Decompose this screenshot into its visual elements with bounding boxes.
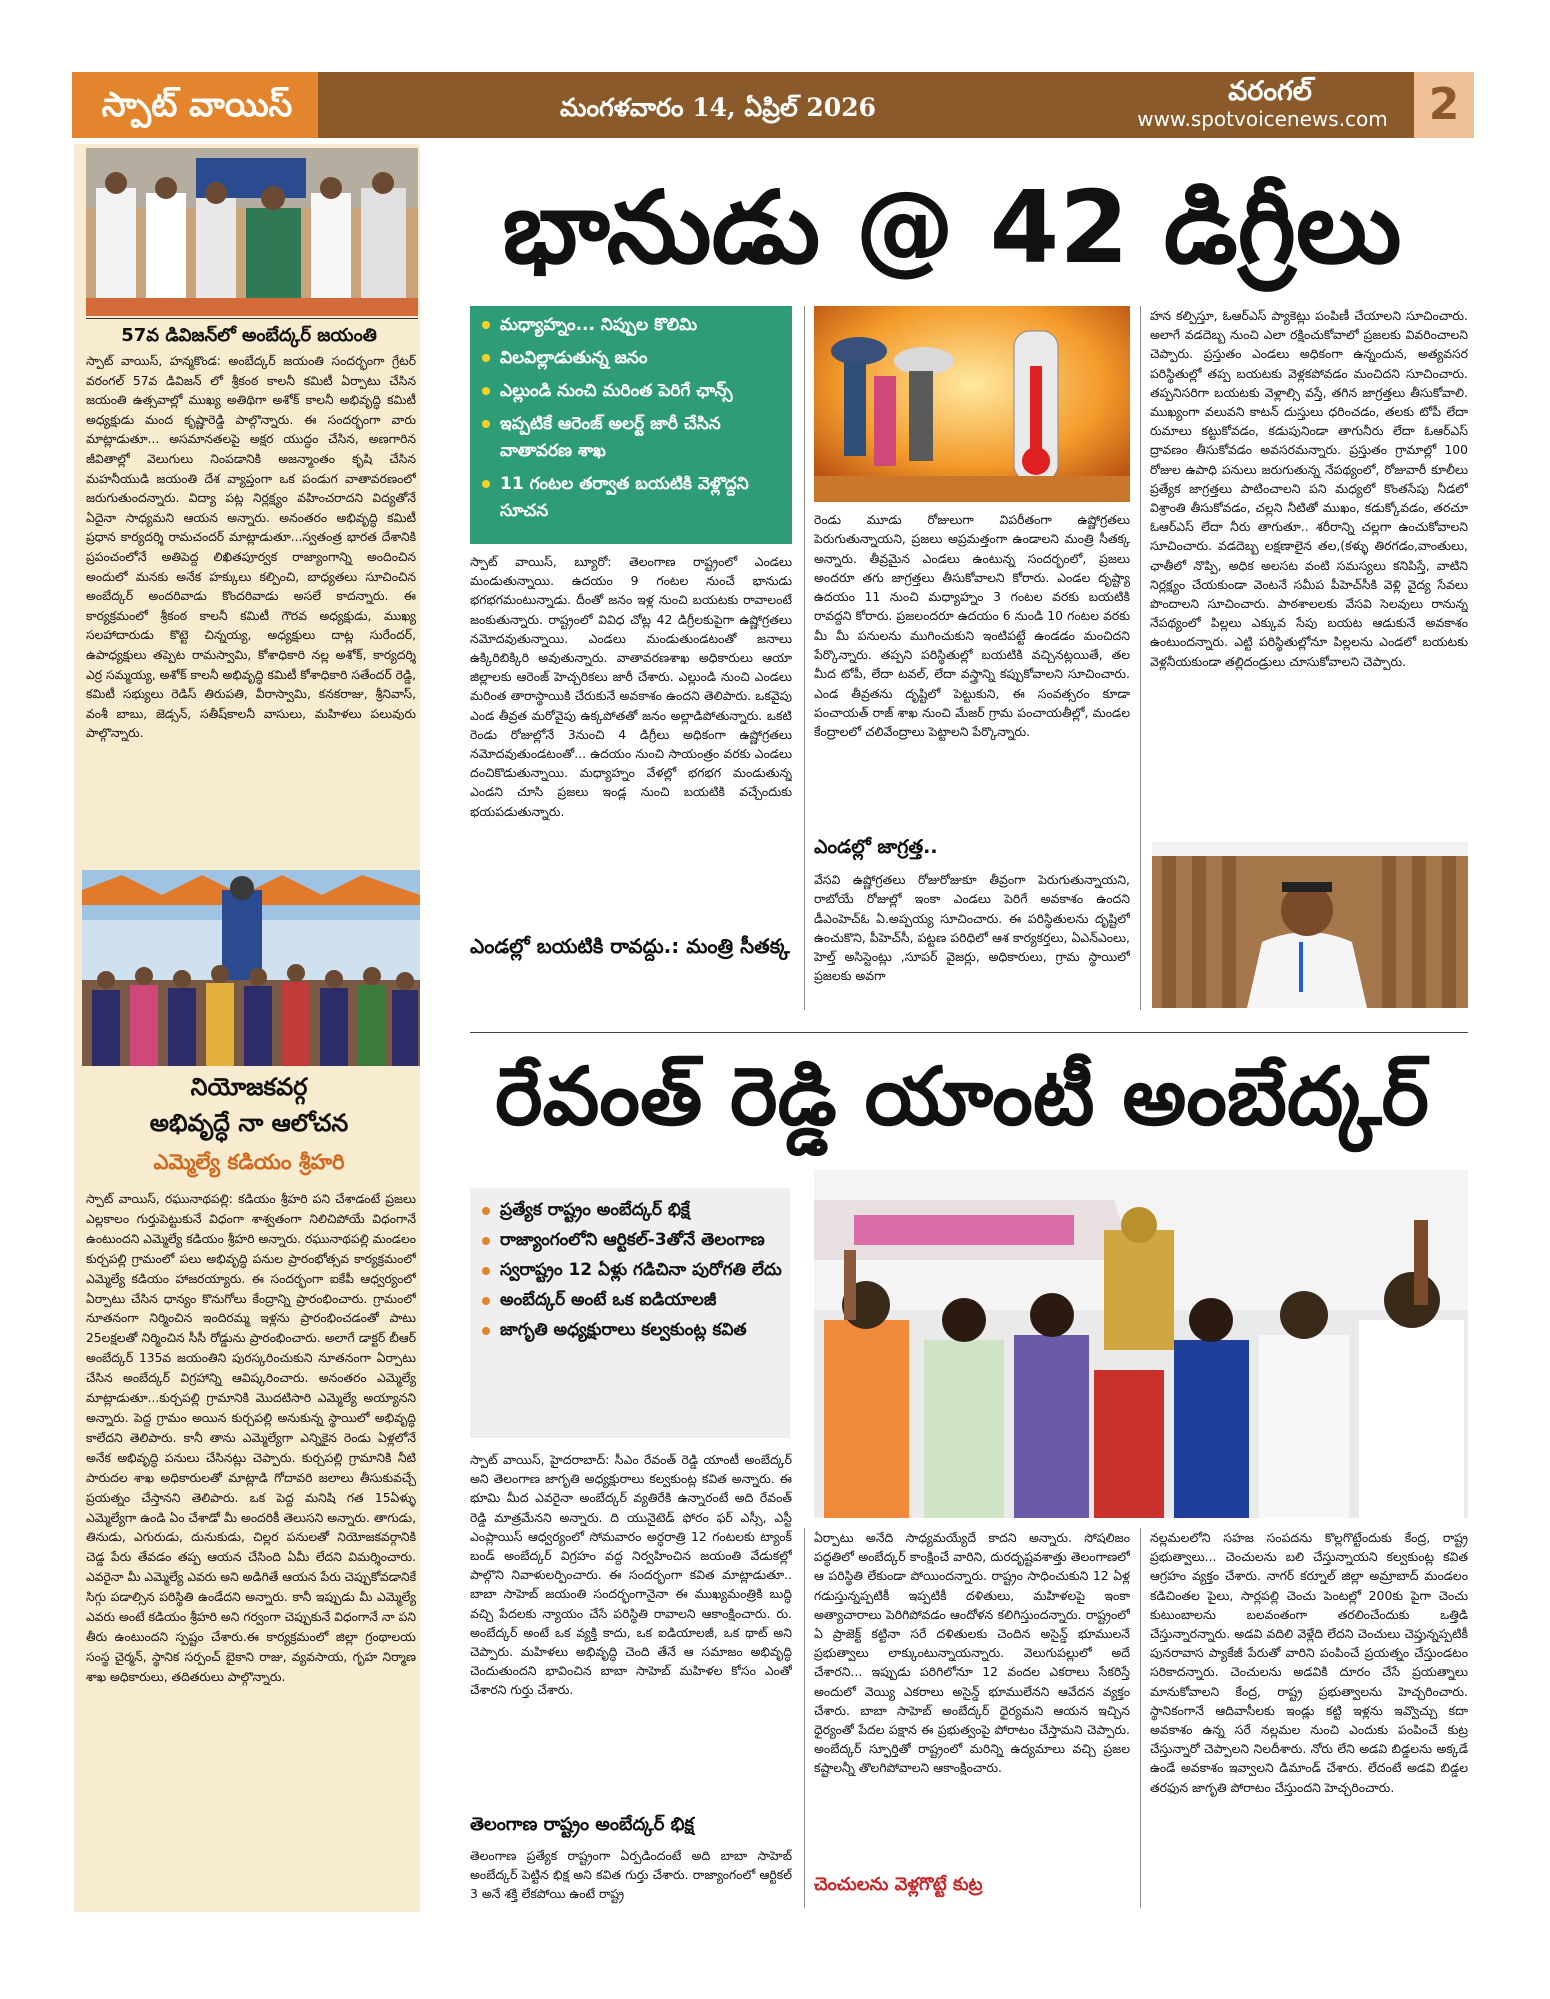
lead-headline: భానుడు @ 42 డిగ్రీలు — [502, 169, 1402, 286]
crowd-photo-icon — [82, 870, 420, 1066]
story-body: స్పాట్ వాయిస్, బ్యూరో: తెలంగాణ రాష్ట్రంలో ఎండలు మండుతున్నాయి. ఉదయం 9 గంటల నుంచే భానుడు భగభగమంటున్నాడు. దీంతో జనం ఇళ్ల నుంచి బయటకు రావాలంటే జంకుతున్నారు. రాష్ట్రంలో వివిధ చోట్ల 42 డిగ్రీలకుపైగా ఉష్ణోగ్రతలు నమోదవుతున్నాయి. ఎండలు మండుతుండటంతో జనాలు ఉక్కిరిబిక్కిరి అవుతున్నారు. వాతావరణశాఖ అధికారులు ఆయా జిల్లాలకు ఆరెంజ్ హెచ్చరికలు జారీ చేశారు. ఎల్లుండి నుంచి ఎండలు మరింత తారాస్థాయికి చేరుకునే అవకాశం ఉందని తెలిపారు. ఒకవైపు ఎండ తీవ్రత మరోవైపు ఉక్కపోతతో జనం అల్లాడిపోతున్నారు. ఒకటి రెండు రోజుల్లోనే 3నుంచి 4 డిగ్రీలు అధికంగా ఉష్ణోగ్రతలు నమోదవుతుండటంతో... ఉదయం నుంచి సాయంత్రం వరకు ఎండలు దంచికొడుతున్నాయి. మధ్యాహ్నం వేళల్లో భగభగ మండుతున్న ఎండని చూసి ప్రజలు ఇండ్ల నుంచి బయటికి వచ్చేందుకు భయపడుతున్నారు. — [470, 554, 792, 819]
divider — [804, 1528, 805, 1908]
story-byline: ఎమ్మెల్యే కడియం శ్రీహరి — [153, 1150, 345, 1174]
issue-date: మంగళవారం 14, ఏప్రిల్ 2026 — [560, 93, 876, 122]
highlight-item: రాజ్యాంగంలోని ఆర్టికల్-3తోనే తెలంగాణ — [478, 1228, 782, 1252]
heat-thermometer-photo-icon — [814, 306, 1130, 502]
page-number: 2 — [1414, 72, 1474, 138]
group-photo-icon — [86, 148, 418, 316]
story-body: వేసవి ఉష్ణోగ్రతలు రోజురోజుకూ తీవ్రంగా పెరుగుతున్నాయని, రాబోయే రోజుల్లో ఇంకా ఎండలు పెరిగే అవకాశం ఉందని డీఎంహెచ్ఓ ఏ.అప్పయ్య సూచించారు. ఈ పరిస్థితులను దృష్టిలో ఉంచుకొని, పీహెచ్‌సీ, పట్టణ పరిధిలో ఆశ కార్యకర్తలు, ఏఎన్ఎంలు, హెల్త్ అసిస్టెంట్లు ,సూపర్ వైజర్లు, అధికారులు, గ్రామ స్థాయిలో ప్రజలకు అవగా — [814, 872, 1130, 984]
story-subhead: తెలంగాణ రాష్ట్రం అంబేద్కర్ భిక్ష — [470, 1814, 694, 1835]
story-heading-line2: అభివృద్ధే నా ఆలోచన — [149, 1109, 349, 1137]
highlight-item: మధ్యాహ్నం... నిప్పుల కొలిమి — [478, 312, 784, 339]
official-portrait-photo-icon — [1152, 842, 1468, 1008]
highlight-item: ఇప్పటికే ఆరెంజ్ అలర్ట్ జారీ చేసిన వాతావరణ శాఖ — [478, 411, 784, 465]
story-body: స్పాట్ వాయిస్, హైదరాబాద్: సీఎం రేవంత్ రెడ్డి యాంటీ అంబేద్కర్ అని తెలంగాణ జాగృతి అధ్యక్షురాలు కల్వకుంట్ల కవిత అన్నారు. ఈ భూమి మీద ఎవరైనా అంబేద్కర్ వ్యతిరేకి ఉన్నారంటే అది రేవంత్ రెడ్డి మాత్రమేనని అన్నారు. ది యునైటెడ్ ఫోరం ఫర్ ఎస్సీ, ఎస్టీ ఎంప్లాయిస్ ఆధ్వర్యంలో సోమవారం అర్ధరాత్రి 12 గంటలకు ట్యాంక్ బండ్ అంబేద్కర్ విగ్రహం వద్ద నిర్వహించిన జయంతి వేడుకల్లో పాల్గొని నివాళులర్పించారు. ఈ సందర్భంగా కవిత మాట్లాడుతూ.. బాబా సాహెబ్ జయంతి సందర్భంగానైనా ఈ ముఖ్యమంత్రికి బుద్ధి వచ్చి పేదలకు న్యాయం చేసే పరిస్థితి రావాలని ఆకాంక్షించారు. రు. అంబేద్కర్ అంటే ఒక వ్యక్తి కాదు, ఒక ఐడియాలజీ, ఒక థాట్ అని చెప్పారు. మహిళలు అభివృద్ధి చెంది తేనే ఆ సమాజం అభివృద్ధి చెందుతుందని భావించిన బాబా సాహెబ్ మహిళల కోసం ఎంతో చేశారని గుర్తు చేశారు. — [470, 1452, 792, 1698]
story-body: ఏర్పాటు అనేది సాధ్యమయ్యేదే కాదని అన్నారు. సోషలిజం పద్ధతిలో అంబేద్కర్ కాంక్షించే వారిని, దురదృష్టవశాత్తు తెలంగాణలో ఆ పరిస్థితి లేకుండా పోయిందన్నారు. రాష్ట్రం సాధించుకుని 12 ఏళ్ల గడుస్తున్నప్పటికీ ఇప్పటికీ దళితులు, మహిళలపై ఇంకా అత్యాచారాలు పెరిగిపోవడం ఆందోళన కలిగిస్తుందన్నారు. రాష్ట్రంలో ఏ ప్రాజెక్ట్ కట్టినా సరే దళితులకు చెందిన అసైన్డ్ భూములనే ప్రభుత్వాలు లాక్కుంటున్నాయన్నారు. వెలుగుపల్లులో అదే చేశారని... ఇప్పుడు పరిగిలోనూ 12 వందల ఎకరాలు సేకరిస్తే అందులో వెయ్యి ఎకరాలు అసైన్డ్ భూములేనని ఆవేదన వ్యక్తం చేశారు. బాబా సాహెబ్ అంబేద్కర్ ధైర్యమని ఆయన ఇచ్చిన ధైర్యంతో పేదల పక్షాన ఈ ప్రభుత్వంపై పోరాటం చేస్తామని చెప్పారు. అంబేద్కర్ స్ఫూర్తితో రాష్ట్రంలో మరిన్ని ఉద్యమాలు వచ్చి ప్రజల కష్టాలన్నీ తొలగిపోవాలని ఆకాంక్షించారు. — [814, 1530, 1130, 1776]
divider — [804, 306, 805, 1010]
highlight-item: విలవిల్లాడుతున్న జనం — [478, 345, 784, 372]
story-body: హన కల్పిస్తూ, ఓఆర్ఎస్ ప్యాకెట్లు పంపిణీ చేయాలని సూచించారు. అలాగే వడదెబ్బ నుంచి ఎలా రక్షించుకోవాలో ప్రజలకు వివరించాలని చెప్పారు. ప్రస్తుతం ఎండలు అధికంగా ఉన్నందున, అత్యవసర పరిస్థితుల్లో తప్ప బయటకు వెళ్లకపోవడం మంచిదని సూచించారు. తప్పనిసరిగా బయటకు వెళ్లాల్సి వస్తే, తగిన జాగ్రత్తలు తీసుకోవాలి. ముఖ్యంగా వలువని కాటన్ దుస్తులు ధరించడం, తలకు టోపీ లేదా రుమాలు కట్టుకోవడం, కడుపునిండా తాగునీరు లేదా ఓఆర్ఎస్ ద్రావణం తీసుకోవడం అవసరమన్నారు. ప్రస్తుతం గ్రామాల్లో 100 రోజుల ఉపాధి పనులు జరుగుతున్న నేపథ్యంలో, రోజువారీ కూలీలు ప్రత్యేక జాగ్రత్తలు పాటించాలని పని మధ్యలో కొంతసేపు నీడలో విశ్రాంతి తీసుకోవడం, చల్లని నీటితో ముఖం, కడుక్కోవడం, తరచూ ఓఆర్ఎస్ లేదా నీరు తాగుతూ.. శరీరాన్ని చల్లగా ఉంచుకోవాలని సూచించారు. వడదెబ్బ లక్షణాలైన తల,(కళ్ళు తిరగడం,వాంతులు, ఛాతీలో నొప్పి, అధిక అలసట వంటి సమస్యలు కనిపిస్తే, వాటిని నిర్లక్ష్యం చేయకుండా వెంటనే సమీప పీహెచ్‌సీకి వెళ్లి వైద్య సేవలు పొందాలని సూచించారు. పాఠశాలలకు వేసవి సెలవులు రానున్న నేపథ్యంలో పిల్లలు ఎక్కువ సేపు బయట ఆడుకునే అవకాశం ఉంటుందన్నారు. ఎట్టి పరిస్థితుల్లోనూ పిల్లలను ఎండలో బయటకు వెళ్లనీయకుండా తల్లిదండ్రులు చూసుకోవాలని చెప్పారు. — [1150, 308, 1468, 669]
story-heading: 57వ డివిజన్‌లో అంబేద్కర్ జయంతి — [121, 325, 377, 346]
highlight-item: ప్రత్యేక రాష్ట్రం అంబేద్కర్ భిక్షే — [478, 1198, 782, 1222]
story-body: తెలంగాణ ప్రత్యేక రాష్ట్రంగా ఏర్పడిందంటే అది బాబా సాహెబ్ అంబేద్కర్ పెట్టిన భిక్ష అని కవిత గుర్తు చేశారు. రాజ్యాంగంలో ఆర్టికల్ 3 అనే శక్తి లేకపోయి ఉంటే రాష్ట్ర — [470, 1848, 792, 1902]
story-body: స్పాట్ వాయిస్, హన్మకొండ: అంబేద్కర్ జయంతి సందర్భంగా గ్రేటర్ వరంగల్ 57వ డివిజన్ లో శ్రీకంఠ కాలనీ కమిటీ ఏర్పాటు చేసిన జయంతి ఉత్సవాల్లో ముఖ్య అతిథిగా అశోక్ కాలనీ అభివృద్ధి కమిటీ అధ్యక్షుడు మంద కృష్ణారెడ్డి పాల్గొన్నారు. ఈ సందర్భంగా వారు మాట్లాడుతూ... అసమానతలపై అక్షర యుద్ధం చేసిన, అణగారిన జీవితాల్లో వెలుగులు నింపడానికి అజన్మాంతం కృషి చేసిన మహనీయుడి జయంతి దేశ వ్యాప్తంగా ఒక పండుగ వాతావరణంలో జరుగుతుందన్నారు. విద్యా పట్ల నిర్లక్ష్యం వహించరాదని విద్యతోనే ఏదైనా సాధ్యమని ఆయన అన్నారు. అనంతరం అభివృద్ధి కమిటీ ప్రధాన కార్యదర్శి రామచందర్ మాట్లాడుతూ...స్వతంత్ర భారత దేశానికి ప్రపంచంలోనే అతిపెద్ద లిఖితపూర్వక రాజ్యాంగాన్ని అందించిన అందులో మనకు అనేక హక్కులు కల్పించి, బాధ్యతలు సూచించిన అంబేద్కర్ అందరివాడు కొందరివాడు అసలే కాదన్నారు. ఈ కార్యక్రమంలో శ్రీకంఠ కాలనీ కమిటీ గౌరవ అధ్యక్షుడు, ముఖ్య సలహాదారుడు కొట్టె చిన్నయ్య, అధ్యక్షులు దాట్ల సురేందర్, ఉపాధ్యక్షులు తప్పెట రామస్వామి, కోశాధికారి నల్ల అశోక్, కార్యదర్శి ఎర్ర సమ్మయ్య, అశోక్ కాలనీ అభివృద్ధి కమిటీ కోశాధికారి సతేందర్ రెడ్డి, కమిటీ సభ్యులు రెడిస్ తిరుపతి, వీరాస్వామి, కనకరాజు, శ్రీనివాస్, వంశీ బాబు, జెడ్సన్, సతీష్‌కాలనీ వాసులు, మహిళలు పలువురు పాల్గొన్నారు. — [86, 354, 416, 741]
highlights-box — [470, 1188, 790, 1438]
story-body: స్పాట్ వాయిస్, రఘునాథపల్లి: కడియం శ్రీహరి పని చేశాడంటే ప్రజలు ఎల్లకాలం గుర్తుపెట్టుకునే విధంగా శాశ్వతంగా నిలిచిపోయే విధంగానే ఉంటుందని ఎమ్మెల్యే కడియం శ్రీహరి అన్నారు. రఘునాథపల్లి మండలం కుర్చపల్లి గ్రామంలో పలు అభివృద్ధి పనుల ప్రారంభోత్సవ కార్యక్రమంలో ఎమ్మెల్యే కడియం హాజరయ్యారు. ఈ సందర్భంగా ఐకేపీ ఆధ్వర్యంలో ఏర్పాటు చేసిన ధాన్యం కొనుగోలు కేంద్రాన్ని ప్రారంభించారు. గ్రామంలో నూతనంగా నిర్మించిన ఇందిరమ్మ ఇళ్లను ప్రారంభించడంతో పాటు 25లక్షలతో నిర్మించిన సీసీ రోడ్డును ప్రారంభించారు. అలాగే డాక్టర్ బీఆర్ అంబేద్కర్ 135వ జయంతిని పురస్కరించుకుని నూతనంగా ఏర్పాటు చేసిన అంబేద్కర్ విగ్రహాన్ని ఆవిష్కరించారు. అనంతరం ఎమ్మెల్యే మాట్లాడుతూ...కుర్చపల్లి గ్రామానికి మొదటిసారి ఎమ్మెల్యే అయ్యానని అన్నారు. పెద్ద గ్రామం అయిన కుర్చపల్లి అనుకున్న స్థాయిలో అభివృద్ధి కాలేదని తెలిపారు. కానీ తాను ఎమ్మెల్యేగా ఎన్నికైన రెండు ఏళ్లలోనే అనేక అభివృద్ధి పనులు చేసినట్లు చెప్పారు. కుర్చపల్లి గ్రామానికి నీటి పారుదల శాఖ అధికారులతో మాట్లాడి గోదావరి జలాలు తీసుకువచ్చే ప్రయత్నం చేస్తానని తెలిపారు. ఒక పెద్ద మనిషి గత 15ఏళ్ళు ఎమ్మెల్యేగా ఉండి ఏం చేశాడో మీ అందరికీ తెలుసని అన్నారు. తాగుడు, తినుడు, ఎగురుడు, దునుకుడు, చిల్లర పనులతో నియోజకవర్గానికి చెడ్డ పేరు తేవడం తప్ప ఆయన చేసింది ఏమీ లేదని విమర్శించారు. ఎవరైనా మీ ఎమ్మెల్యే ఎవరు అని అడిగితే ఆయన పేరు చెప్పుకోవడానికే సిగ్గు పడాల్సిన పరిస్థితి ఉండేదని అన్నారు. కానీ ఇప్పుడు మీ ఎమ్మెల్యే ఎవరు అంటే కడియం శ్రీహరి అని గర్వంగా చెప్పుకునే విధంగానే నా పని తీరు ఉంటుందని స్పష్టం చేశారు.ఈ కార్యక్రమంలో జిల్లా గ్రంథాలయ సంస్థ చైర్మన్, స్థానిక సర్పంచ్ బైకాని రాజు, వ్యవసాయ, గృహ నిర్మాణ శాఖ అధికారులు, తదితరులు పాల్గొన్నారు. — [86, 1192, 416, 1684]
divider — [1140, 1528, 1141, 1908]
story-subhead: చెంచులను వెళ్లగొట్టే కుట్ర — [814, 1874, 983, 1895]
highlight-item: స్వరాష్ట్రం 12 ఏళ్లు గడిచినా పురోగతి లేదు — [478, 1258, 782, 1282]
divider — [1140, 306, 1141, 1010]
divider — [86, 318, 418, 319]
edition-city: వరంగల్ — [1228, 76, 1312, 107]
brand-logo: స్పాట్ వాయిస్ — [101, 85, 293, 125]
highlights-box — [470, 306, 792, 544]
highlight-item: 11 గంటల తర్వాత బయటికి వెళ్లొద్దని సూచన — [478, 471, 784, 525]
story-subhead: ఎండల్లో జాగ్రత్త.. — [814, 836, 938, 858]
story-body: నల్లమలలోని సహజ సంపదను కొల్లగొట్టేందుకు కేంద్ర, రాష్ట్ర ప్రభుత్వాలు... చెంచులను బలి చేస్తున్నాయని కల్వకుంట్ల కవిత ఆగ్రహం వ్యక్తం చేశారు. నాగర్ కర్నూల్ జిల్లా అమ్రాబాద్ మండలం కడిచింతల పైలు, సార్లపల్లి చెంచు పెంటల్లో 200కు పైగా చెంచు కుటుంబాలను బలవంతంగా తరలించేందుకు ఒత్తిడి చేస్తున్నారన్నారు. అడవి వదిలి వెళ్లేది లేదని చెంచులు చెప్తున్నప్పటికీ పునరావాస ప్యాకేజీ పేరుతో వారిని పంపించే ప్రయత్నం చేస్తుండటం సరికాదన్నారు. చెంచులను అడవికి దూరం చేసే ప్రయత్నాలు మానుకోవాలని కేంద్ర, రాష్ట్ర ప్రభుత్వాలను హెచ్చరించారు. స్థానికంగానే ఆదివాసీలకు ఇండ్లు కట్టి ఇళ్లను ఇవ్వొచ్చు కదా అవకాశం ఉన్న సరే నల్లమల నుంచి ఎందుకు పంపించే కుట్ర చేస్తున్నారో చెప్పాలని నిలదీశారు. నోరు లేని అడవి బిడ్డలను అక్కడే ఉండే అవకాశం ఇవ్వాలని డిమాండ్ చేశారు. లేదంటే అడవి బిడ్డల తరఫున జాగృతి పోరాటం చేస్తుందని హెచ్చరించారు. — [1150, 1530, 1468, 1795]
story-heading-line1: నియోజకవర్గ — [190, 1073, 308, 1101]
highlight-item: ఎల్లుండి నుంచి మరింత పెరిగే ఛాన్స్ — [478, 378, 784, 405]
section-divider — [470, 1032, 1468, 1033]
jagruthi-event-photo-icon — [814, 1170, 1468, 1518]
story-subhead: ఎండల్లో బయటికి రావద్దు.: మంత్రి సీతక్క — [470, 934, 790, 958]
highlight-item: జాగృతి అధ్యక్షురాలు కల్వకుంట్ల కవిత — [478, 1318, 782, 1342]
story-body: రెండు మూడు రోజులుగా విపరీతంగా ఉష్ణోగ్రతలు పెరుగుతున్నాయని, ప్రజలు అప్రమత్తంగా ఉండాలని మంత్రి సీతక్క అన్నారు. తీవ్రమైన ఎండలు ఉంటున్న సందర్భంలో, ప్రజలు అందరూ తగు జాగ్రత్తలు తీసుకోవాలని కోరారు. ఎండల దృష్ట్యా ఉదయం 11 నుంచి మధ్యాహ్నం 3 గంటల వరకు బయటికి రావద్దని కోరారు. ప్రజలందరూ ఉదయం 6 నుండి 10 గంటల వరకు మీ మీ పనులను ముగించుకుని ఇంటిపట్టే ఉండడం మంచిదని పేర్కొన్నారు. తప్పని పరిస్థితుల్లో బయటికి వచ్చినట్లయితే, తల మీద టోపీ, లేదా టవల్, లేదా వస్త్రాన్ని కప్పుకోవాలని సూచించారు. ఎండ తీవ్రతను దృష్టిలో పెట్టుకుని, ఈ సంవత్సరం కూడా పంచాయత్ రాజ్ శాఖ నుంచి మేజర్ గ్రామ పంచాయతీల్లో, మండల కేంద్రాలలో చలివేంద్రాలు పెట్టాలని పేర్కొన్నారు. — [814, 512, 1130, 740]
website-link[interactable]: www.spotvoicenews.com — [1137, 107, 1388, 131]
second-headline: రేవంత్ రెడ్డి యాంటీ అంబేద్కర్ — [495, 1050, 1429, 1143]
highlight-item: అంబేద్కర్ అంటే ఒక ఐడియాలజీ — [478, 1288, 782, 1312]
